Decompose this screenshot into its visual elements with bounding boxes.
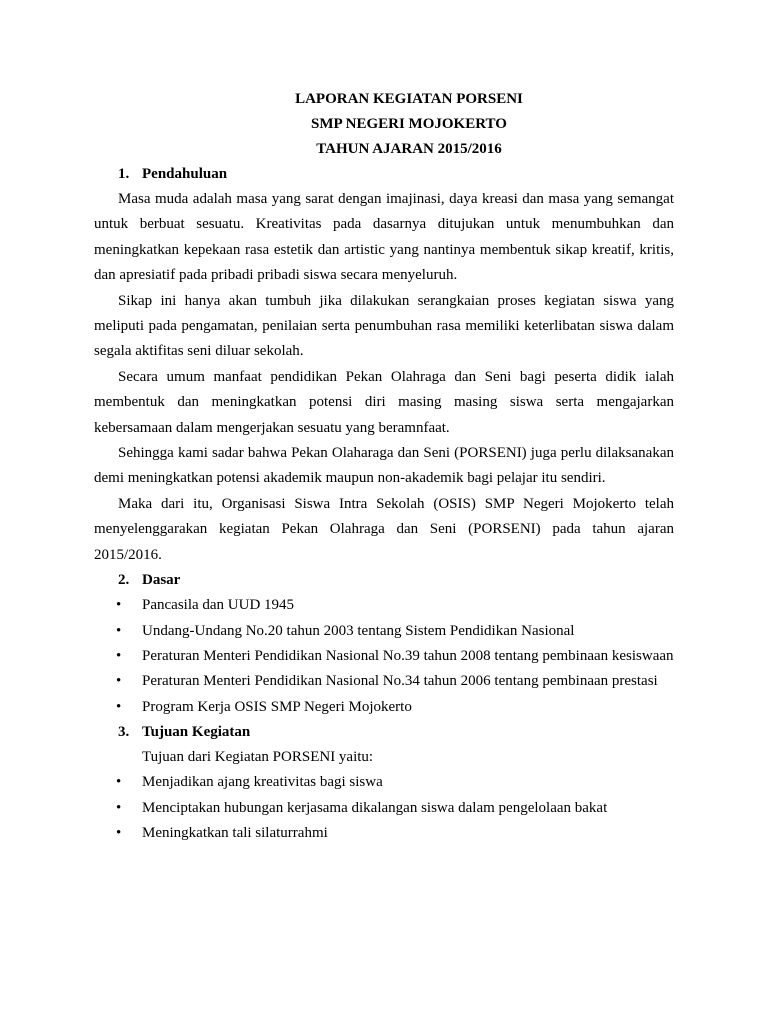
paragraph: Sehingga kami sadar bahwa Pekan Olaharaga dan Seni (PORSENI) juga perlu dilaksanakan demi meningkatkan potensi akademik maupun non-akademik bagi pelajar itu sendiri. (94, 445, 674, 487)
academic-year: TAHUN AJARAN 2015/2016 (316, 141, 502, 157)
list-item (94, 770, 674, 795)
bullet-icon: • (116, 673, 122, 690)
bullet-icon: • (116, 622, 122, 639)
list-item-text: Menjadikan ajang kreativitas bagi siswa (142, 774, 383, 791)
paragraph: Sikap ini hanya akan tumbuh jika dilakukan serangkaian proses kegiatan siswa yang meliputi pada pengamatan, penilaian serta penumbuhan rasa memiliki keterlibatan siswa dalam segala aktifitas seni diluar sekolah. (94, 292, 674, 360)
bullet-icon: • (116, 799, 122, 816)
list-item (94, 593, 674, 618)
section-title: Tujuan Kegiatan (142, 724, 251, 741)
section-heading-pendahuluan (94, 162, 674, 187)
bullet-icon: • (116, 597, 122, 614)
list-item-text: Pancasila dan UUD 1945 (142, 597, 295, 614)
bullet-icon: • (116, 698, 122, 715)
bullet-icon: • (116, 824, 122, 841)
list-item-text: Peraturan Menteri Pendidikan Nasional No.34 tahun 2006 tentang pembinaan prestasi (142, 673, 658, 690)
paragraph: Maka dari itu, Organisasi Siswa Intra Sekolah (OSIS) SMP Negeri Mojokerto telah menyelenggarakan kegiatan Pekan Olahraga dan Seni (PORSENI) pada tahun ajaran 2015/2016. (94, 495, 674, 563)
bullet-icon: • (116, 647, 122, 664)
section-number: 1. (118, 166, 130, 182)
list-item-text: Undang-Undang No.20 tahun 2003 tentang Sistem Pendidikan Nasional (142, 622, 575, 639)
section-number: 3. (118, 724, 130, 741)
report-title: LAPORAN KEGIATAN PORSENI (295, 91, 523, 107)
section-title: Pendahuluan (142, 166, 228, 182)
list-item (94, 644, 674, 669)
list-item-text: Meningkatkan tali silaturrahmi (142, 824, 328, 841)
tujuan-list (94, 770, 674, 846)
bullet-icon: • (116, 774, 122, 791)
list-item (94, 796, 674, 821)
section-title: Dasar (142, 572, 181, 589)
tujuan-intro: Tujuan dari Kegiatan PORSENI yaitu: (142, 749, 374, 766)
paragraph: Masa muda adalah masa yang sarat dengan imajinasi, daya kreasi dan masa yang semangat untuk berbuat sesuatu. Kreativitas pada dasarnya ditujukan untuk menumbuhkan dan meningkatkan kepekaan rasa estetik dan artistic yang nantinya membentuk sikap kreatif, kritis, dan apresiatif pada pribadi pribadi siswa secara menyeluruh. (94, 191, 674, 284)
school-name: SMP NEGERI MOJOKERTO (311, 116, 507, 132)
section-number: 2. (118, 572, 130, 589)
list-item-text: Program Kerja OSIS SMP Negeri Mojokerto (142, 698, 412, 715)
list-item-text: Menciptakan hubungan kerjasama dikalangan siswa dalam pengelolaan bakat (142, 799, 608, 816)
list-item (94, 669, 674, 694)
list-item (94, 695, 674, 720)
dasar-list (94, 593, 674, 720)
list-item (94, 619, 674, 644)
list-item (94, 821, 674, 846)
list-item-text: Peraturan Menteri Pendidikan Nasional No.39 tahun 2008 tentang pembinaan kesiswaan (142, 647, 674, 664)
section-heading-dasar (94, 568, 674, 593)
paragraph: Secara umum manfaat pendidikan Pekan Olahraga dan Seni bagi peserta didik ialah membentuk dan meningkatkan potensi diri masing masing siswa serta mengajarkan kebersamaan dalam mengerjakan sesuatu yang beramnfaat. (94, 368, 674, 436)
section-heading-tujuan (94, 720, 674, 745)
